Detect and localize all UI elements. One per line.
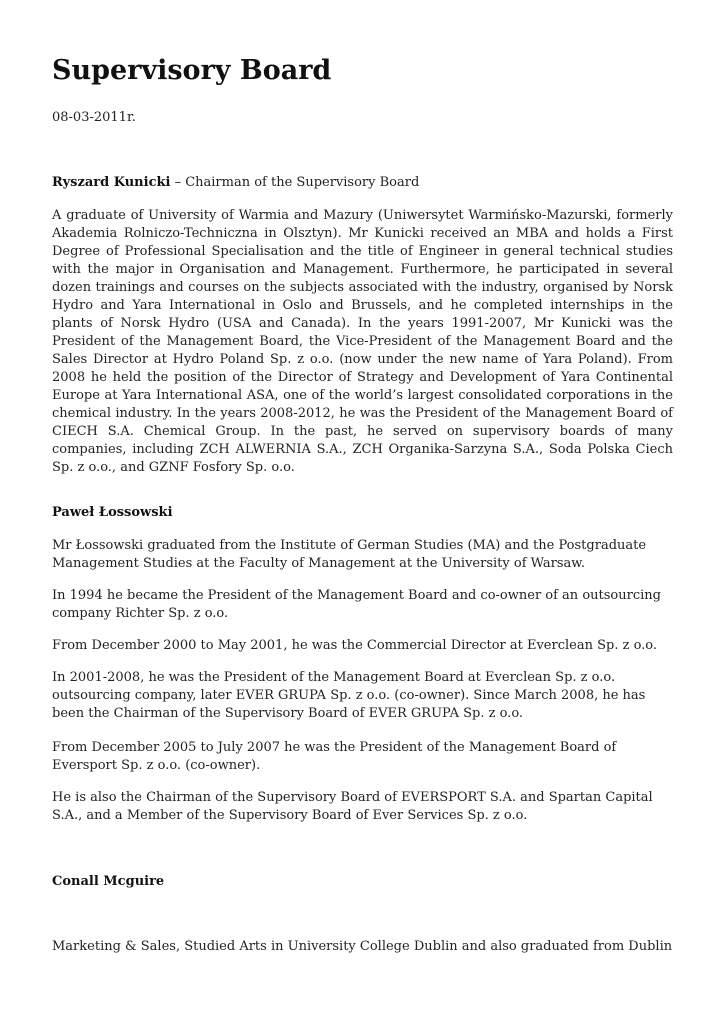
member-bio-paragraph: From December 2000 to May 2001, he was the Commercial Director at Everclean Sp. z o.o. [52,638,658,653]
publication-date: 08-03-2011r. [52,110,136,125]
member-role: – Chairman of the Supervisory Board [170,175,420,190]
page-title: Supervisory Board [52,55,332,86]
member-name: Conall Mcguire [52,874,165,889]
member-bio-paragraph: Mr Łossowski graduated from the Institute of German Studies (MA) and the Postgraduate Management Studies at the Faculty of Management at the University of Warsaw. [52,538,647,571]
member-bio-paragraph: He is also the Chairman of the Supervisory Board of EVERSPORT S.A. and Spartan Capital S.A., and a Member of the Supervisory Board of Ever Services Sp. z o.o. [52,790,653,823]
member-bio-paragraph: In 1994 he became the President of the Management Board and co-owner of an outsourcing company Richter Sp. z o.o. [52,588,661,621]
member-bio-paragraph: In 2001-2008, he was the President of the Management Board at Everclean Sp. z o.o. outsourcing company, later EVER GRUPA Sp. z o.o. (co-owner). Since March 2008, he has been the Chairman of the Supervisory Board of EVER GRUPA Sp. z o.o. [52,670,646,721]
member-name: Paweł Łossowski [52,505,173,520]
member-name: Ryszard Kunicki [52,175,171,190]
member-heading-kunicki [52,174,673,192]
member-bio-paragraph: From December 2005 to July 2007 he was the President of the Management Board of Eversport Sp. z o.o. (co-owner). [52,740,617,773]
member-bio-paragraph: Marketing & Sales, Studied Arts in University College Dublin and also graduated from Dublin [52,939,673,954]
member-bio-paragraph: A graduate of University of Warmia and Mazury (Uniwersytet Warmińsko-Mazurski, formerly Akademia Rolniczo-Techniczna in Olsztyn). Mr Kunicki received an MBA and holds a First Degree of Professional Specialisation and the title of Engineer in general technical studies with the major in Organisation and Management. Furthermore, he participated in several dozen trainings and courses on the subjects associated with the industry, organised by Norsk Hydro and Yara International in Oslo and Brussels, and he completed internships in the plants of Norsk Hydro (USA and Canada). In the years 1991-2007, Mr Kunicki was the President of the Management Board, the Vice-President of the Management Board and the Sales Director at Hydro Poland Sp. z o.o. (now under the new name of Yara Poland). From 2008 he held the position of the Director of Strategy and Development of Yara Continental Europe at Yara International ASA, one of the world’s largest consolidated corporations in the chemical industry. In the years 2008-2012, he was the President of the Management Board of CIECH S.A. Chemical Group. In the past, he served on supervisory boards of many companies, including ZCH ALWERNIA S.A., ZCH Organika-Sarzyna S.A., Soda Polska Ciech Sp. z o.o., and GZNF Fosfory Sp. o.o. [52,208,673,475]
